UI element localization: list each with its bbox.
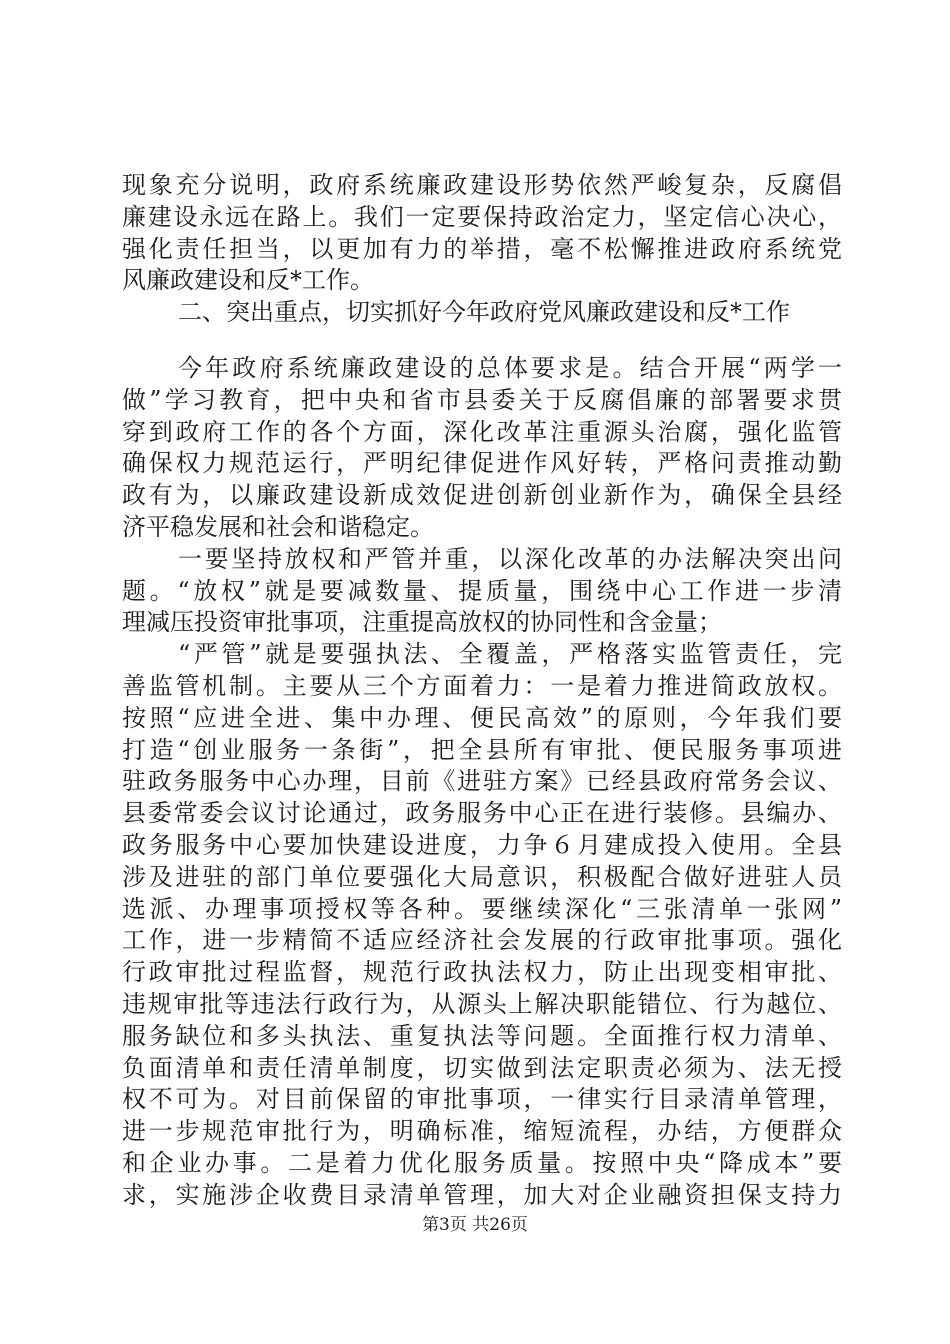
text-line: 违规审批等违法行政行为，从源头上解决职能错位、行为越位、	[122, 989, 842, 1018]
document-body	[122, 170, 842, 1212]
text-line: 善监管机制。主要从三个方面着力：一是着力推进简政放权。	[122, 671, 842, 700]
text-line: 现象充分说明，政府系统廉政建设形势依然严峻复杂，反腐倡	[122, 171, 842, 199]
text-line: 和企业办事。二是着力优化服务质量。按照中央“降成本”要	[122, 1148, 842, 1177]
text-line: 县委常委会议讨论通过，政务服务中心正在进行装修。县编办、	[122, 799, 842, 828]
text-line: 二、突出重点，切实抓好今年政府党风廉政建设和反*工作	[178, 298, 790, 327]
text-line: 按照“应进全进、集中办理、便民高效”的原则，今年我们要	[122, 703, 842, 732]
page-number-footer: 第3页 共26页	[422, 1215, 528, 1235]
text-line: 求，实施涉企收费目录清单管理，加大对企业融资担保支持力	[122, 1180, 842, 1209]
text-line: 理减压投资审批事项，注重提高放权的协同性和含金量；	[122, 608, 722, 637]
blank-line	[122, 329, 842, 353]
text-line: 工作，进一步精简不适应经济社会发展的行政审批事项。强化	[122, 926, 842, 955]
text-line: 风廉政建设和反*工作。	[122, 266, 374, 295]
text-line: 进一步规范审批行为，明确标准，缩短流程，办结，方便群众	[122, 1117, 842, 1146]
text-line: 负面清单和责任清单制度，切实做到法定职责必须为、法无授	[122, 1053, 842, 1082]
text-line: 一要坚持放权和严管并重，以深化改革的办法解决突出问	[178, 544, 842, 573]
text-line: 穿到政府工作的各个方面，深化改革注重源头治腐，强化监管	[122, 417, 842, 446]
text-line: 今年政府系统廉政建设的总体要求是。结合开展“两学一	[178, 353, 842, 382]
text-line: 强化责任担当，以更加有力的举措，毫不松懈推进政府系统党	[122, 234, 842, 263]
text-line: 行政审批过程监督，规范行政执法权力，防止出现变相审批、	[122, 958, 842, 987]
text-line: 政务服务中心要加快建设进度，力争６月建成投入使用。全县	[122, 830, 842, 859]
text-line: 题。“放权”就是要减数量、提质量，围绕中心工作进一步清	[122, 576, 842, 605]
text-line: 确保权力规范运行，严明纪律促进作风好转，严格问责推动勤	[122, 449, 842, 478]
text-line: 济平稳发展和社会和谐稳定。	[122, 512, 434, 541]
text-line: 做”学习教育，把中央和省市县委关于反腐倡廉的部署要求贯	[122, 385, 842, 414]
text-line: 服务缺位和多头执法、重复执法等问题。全面推行权力清单、	[122, 1021, 842, 1050]
text-line: 权不可为。对目前保留的审批事项，一律实行目录清单管理，	[122, 1085, 842, 1114]
text-line: 驻政务服务中心办理，目前《进驻方案》已经县政府常务会议、	[122, 767, 842, 796]
text-line: 政有为，以廉政建设新成效促进创新创业新作为，确保全县经	[122, 481, 842, 510]
text-line: 打造“创业服务一条街”，把全县所有审批、便民服务事项进	[122, 735, 842, 764]
text-line: 涉及进驻的部门单位要强化大局意识，积极配合做好进驻人员	[122, 862, 842, 891]
text-line: 廉建设永远在路上。我们一定要保持政治定力，坚定信心决心，	[122, 202, 842, 231]
text-line: 选派、办理事项授权等各种。要继续深化“三张清单一张网”	[122, 894, 842, 923]
text-line: “严管”就是要强执法、全覆盖，严格落实监管责任，完	[178, 640, 842, 669]
